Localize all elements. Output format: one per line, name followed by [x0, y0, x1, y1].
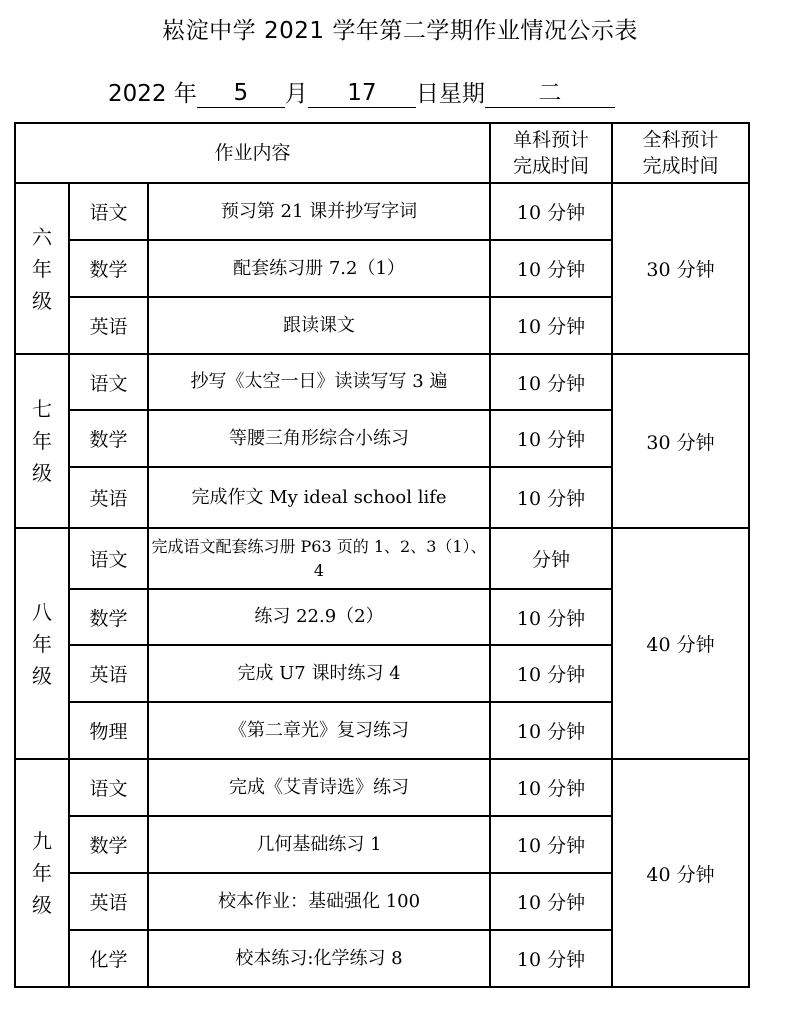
date-year: 2022 年	[108, 81, 197, 107]
time-cell: 10 分钟	[490, 873, 612, 930]
task-cell: 预习第 21 课并抄写字词	[148, 183, 490, 240]
header-total-line2: 完成时间	[642, 155, 719, 177]
time-cell: 分钟	[490, 528, 612, 589]
time-cell: 10 分钟	[490, 930, 612, 987]
total-time-cell: 30 分钟	[612, 354, 749, 528]
subject-cell: 语文	[69, 759, 148, 816]
task-cell: 抄写《太空一日》读读写写 3 遍	[148, 354, 490, 410]
subject-cell: 英语	[69, 297, 148, 354]
date-line	[108, 74, 615, 108]
subject-cell: 语文	[69, 528, 148, 589]
time-cell: 10 分钟	[490, 354, 612, 410]
time-cell: 10 分钟	[490, 816, 612, 873]
task-cell: 练习 22.9（2）	[148, 589, 490, 645]
subject-cell: 数学	[69, 240, 148, 297]
time-cell: 10 分钟	[490, 589, 612, 645]
header-total-time	[612, 123, 749, 183]
time-cell: 10 分钟	[490, 183, 612, 240]
table-row	[15, 759, 749, 816]
table-header-row	[15, 123, 749, 183]
date-month: 5	[197, 79, 285, 108]
subject-cell: 物理	[69, 702, 148, 759]
time-cell: 10 分钟	[490, 297, 612, 354]
header-single-line2: 完成时间	[513, 155, 590, 177]
grade-char: 级	[32, 663, 52, 688]
subject-cell: 英语	[69, 467, 148, 528]
grade-cell	[15, 528, 69, 759]
date-month-label: 月	[284, 81, 308, 107]
page-title: 崧淀中学 2021 学年第二学期作业情况公示表	[162, 18, 638, 44]
grade-char: 年	[32, 631, 52, 656]
date-day-label: 日星期	[415, 81, 485, 107]
grade-char: 年	[32, 861, 52, 885]
subject-cell: 数学	[69, 589, 148, 645]
header-content: 作业内容	[15, 123, 490, 183]
subject-cell: 英语	[69, 873, 148, 930]
task-cell: 配套练习册 7.2（1）	[148, 240, 490, 297]
task-cell: 完成作文 My ideal school life	[148, 467, 490, 528]
header-single-line1: 单科预计	[513, 129, 590, 151]
task-cell: 《第二章光》复习练习	[148, 702, 490, 759]
table-row	[15, 354, 749, 410]
time-cell: 10 分钟	[490, 645, 612, 702]
grade-char: 级	[32, 288, 52, 313]
grade-cell	[15, 759, 69, 987]
grade-char: 级	[32, 893, 52, 917]
task-cell: 校本练习:化学练习 8	[148, 930, 490, 987]
task-cell: 几何基础练习 1	[148, 816, 490, 873]
date-weekday: 二	[485, 79, 615, 108]
total-time-cell: 40 分钟	[612, 759, 749, 987]
task-cell: 校本作业：基础强化 100	[148, 873, 490, 930]
grade-char: 八	[32, 599, 52, 624]
grade-cell	[15, 183, 69, 354]
subject-cell: 化学	[69, 930, 148, 987]
date-day: 17	[308, 79, 416, 108]
time-cell: 10 分钟	[490, 759, 612, 816]
time-cell: 10 分钟	[490, 240, 612, 297]
subject-cell: 数学	[69, 410, 148, 467]
table-row	[15, 528, 749, 589]
homework-table	[14, 122, 750, 988]
time-cell: 10 分钟	[490, 467, 612, 528]
subject-cell: 语文	[69, 354, 148, 410]
grade-char: 级	[32, 461, 52, 485]
time-cell: 10 分钟	[490, 410, 612, 467]
total-time-cell: 40 分钟	[612, 528, 749, 759]
task-cell: 跟读课文	[148, 297, 490, 354]
grade-cell	[15, 354, 69, 528]
grade-char: 年	[32, 256, 52, 281]
task-cell: 完成 U7 课时练习 4	[148, 645, 490, 702]
header-total-line1: 全科预计	[642, 129, 719, 151]
subject-cell: 数学	[69, 816, 148, 873]
grade-char: 九	[32, 829, 52, 853]
subject-cell: 英语	[69, 645, 148, 702]
grade-char: 六	[32, 224, 52, 249]
header-single-time	[490, 123, 612, 183]
task-cell: 等腰三角形综合小练习	[148, 410, 490, 467]
table-row	[15, 183, 749, 240]
grade-char: 七	[32, 397, 52, 421]
task-cell: 完成语文配套练习册 P63 页的 1、2、3（1）、4	[148, 528, 490, 589]
subject-cell: 语文	[69, 183, 148, 240]
grade-char: 年	[32, 429, 52, 453]
task-cell: 完成《艾青诗选》练习	[148, 759, 490, 816]
time-cell: 10 分钟	[490, 702, 612, 759]
total-time-cell: 30 分钟	[612, 183, 749, 354]
